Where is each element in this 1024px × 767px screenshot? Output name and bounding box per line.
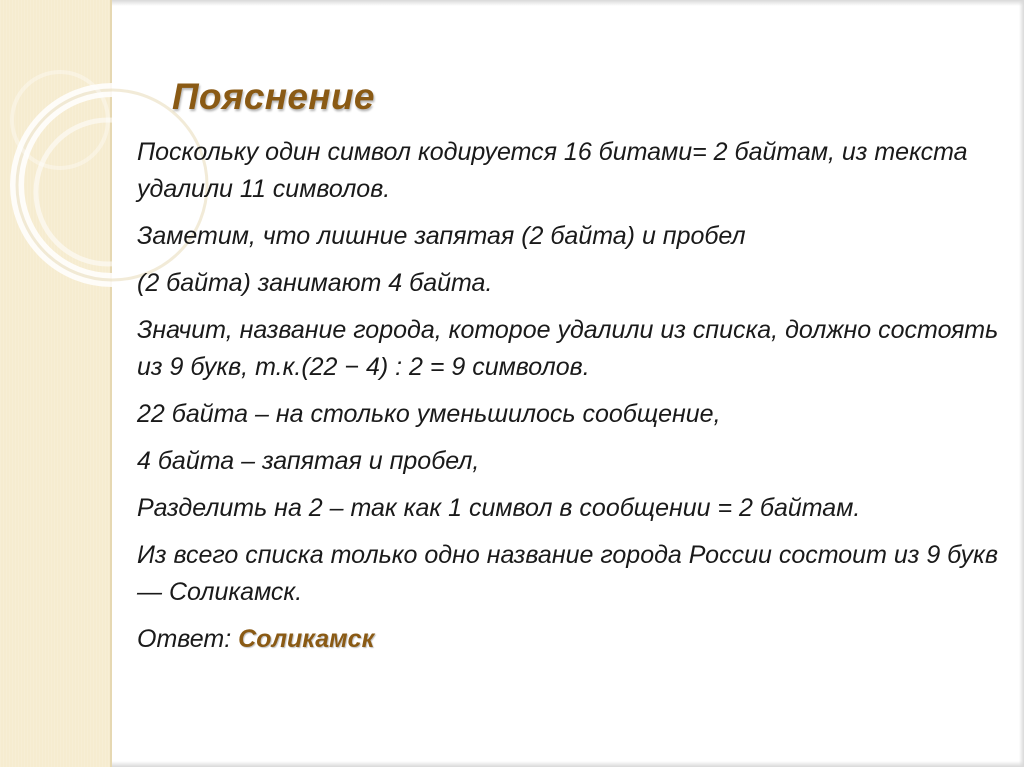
paragraph-four-bytes: (2 байта) занимают 4 байта. (137, 269, 493, 297)
answer-line (137, 621, 1017, 658)
paragraph-comma-space: Заметим, что лишние запятая (2 байта) и пробел (137, 222, 746, 250)
frame-shadow-bottom (112, 761, 1024, 767)
slide-title: Пояснение (172, 76, 375, 117)
answer-separator: : (224, 625, 239, 653)
paragraph-comma-space-bytes: 4 байта – запятая и пробел, (137, 447, 480, 475)
paragraph-divide-by-two: Разделить на 2 – так как 1 символ в сообщении = 2 байтам. (137, 494, 861, 522)
paragraph-encoding: Поскольку один символ кодируется 16 битами= 2 байтам, из текста удалили 11 символов. (137, 138, 968, 203)
frame-shadow-top (112, 0, 1024, 6)
band-edge-line (110, 0, 112, 767)
paragraph-nine-letters: Значит, название города, которое удалили из списка, должно состоять из 9 букв, т.к.(22 − 4) : 2 = 9 символов. (137, 316, 999, 381)
frame-shadow-right (1019, 0, 1024, 767)
paragraph-22-bytes: 22 байта – на столько уменьшилось сообщение, (137, 400, 721, 428)
explanation-body (137, 134, 1017, 668)
paragraph-city-list: Из всего списка только одно название города России состоит из 9 букв — Соликамск. (137, 541, 999, 606)
answer-label: Ответ (137, 625, 225, 653)
answer-value: Соликамск (238, 625, 375, 653)
decorative-side-band (0, 0, 112, 767)
